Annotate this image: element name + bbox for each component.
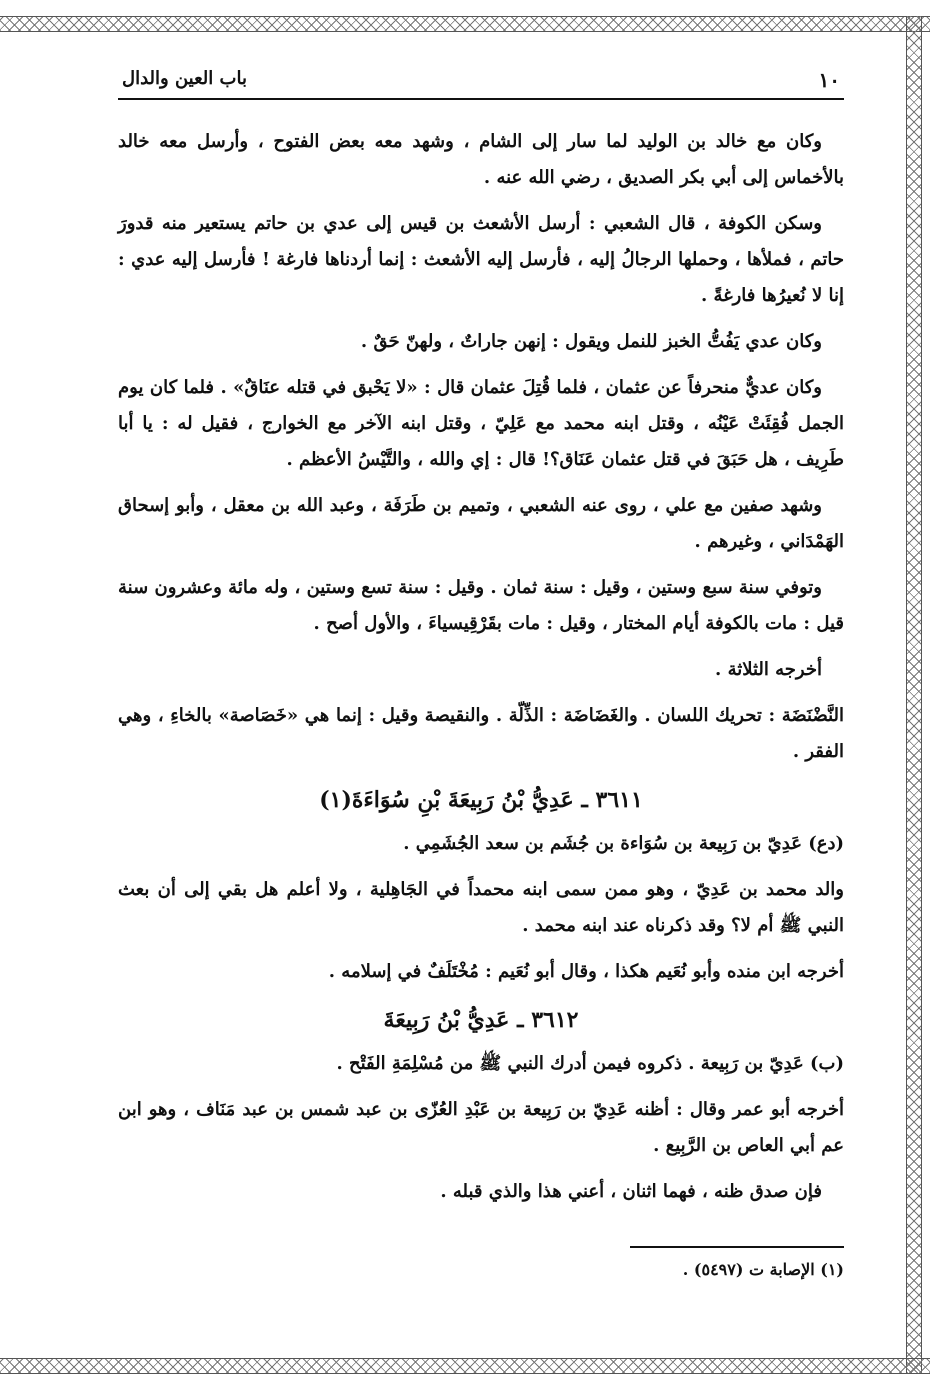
decorative-border-top	[0, 16, 930, 32]
entry-title-3611: ٣٦١١ ـ عَدِيُّ بْنُ رَبِيعَةَ بْنِ سُوَاءَةَ(١)	[319, 787, 643, 813]
entry-paragraph: أخرجه أبو عمر وقال : أظنه عَدِيّ بن رَبِيعة بن عَبْدِ العُزّى بن عبد شمس بن عبد مَنَاف ، وهو ابن عم أبي العاص بن الرَّبِيع .	[118, 1099, 844, 1156]
paragraph: أخرجه الثلاثة .	[715, 659, 822, 680]
paragraph: وكان مع خالد بن الوليد لما سار إلى الشام ، وشهد معه بعض الفتوح ، وأرسل معه خالد بالأخماس إلى أبي بكر الصديق ، رضي الله عنه .	[118, 131, 844, 188]
footnote-divider	[630, 1246, 844, 1248]
section-title: باب العين والدال	[122, 68, 247, 89]
entry-title-3612: ٣٦١٢ ـ عَدِيُّ بْنُ رَبِيعَةَ	[383, 1007, 579, 1033]
page-body	[118, 124, 844, 1220]
entry-paragraph: والد محمد بن عَدِيّ ، وهو ممن سمى ابنه محمداً في الجَاهِلية ، ولا أعلم هل بقي إلى أن بعث النبي ﷺ أم لا؟ وقد ذكرناه عند ابنه محمد .	[118, 879, 844, 936]
paragraph: وسكن الكوفة ، قال الشعبي : أرسل الأشعث بن قيس إلى عدي بن حاتم يستعير منه قدورَ حاتم ، فملأها ، وحملها الرجالُ إليه ، فأرسل إليه الأشعث : إنما أردناها فارغة ! فأرسل إليه عدي : إنا لا نُعيرُها فارغةً .	[118, 213, 844, 306]
entry-paragraph: أخرجه ابن منده وأبو نُعَيم هكذا ، وقال أبو نُعَيم : مُخْتَلَفٌ في إسلامه .	[328, 961, 844, 982]
paragraph: وكان عديٌّ منحرفاً عن عثمان ، فلما قُتِلَ عثمان قال : «لا يَحْبق في قتله عنَاقٌ» . فلما كان يوم الجمل فُقِئَتْ عَيْنُه ، وقتل ابنه محمد مع عَلِيّ ، وقتل ابنه الآخر مع الخوارج ، فقيل له : يا أبا طَرِيف ، هل حَبَقَ في قتل عثمان عَنَاق؟! قال : إي والله ، والتَّيْسُ الأعظم .	[118, 377, 844, 470]
entry-paragraph: فإن صدق ظنه ، فهما اثنان ، أعني هذا والذي قبله .	[440, 1181, 822, 1202]
paragraph: وكان عدي يَفُتُّ الخبز للنمل ويقول : إنهن جاراتٌ ، ولهنّ حَقٌ .	[360, 331, 822, 352]
book-page	[118, 60, 844, 1350]
paragraph: وشهد صفين مع علي ، روى عنه الشعبي ، وتميم بن طَرَفَة ، وعبد الله بن معقل ، وأبو إسحاق الهَمْدَاني ، وغيرهم .	[118, 495, 844, 552]
decorative-border-right	[906, 16, 922, 1373]
entry-paragraph: (دع) عَدِيّ بن رَبِيعة بن سُوَاءة بن جُشَم بن سعد الجُشَمِي .	[403, 833, 844, 854]
running-head	[118, 68, 844, 100]
footnote: (١) الإصابة ت (٥٤٩٧) .	[682, 1260, 844, 1279]
decorative-border-bottom	[0, 1358, 930, 1374]
paragraph: وتوفي سنة سبع وستين ، وقيل : سنة ثمان . وقيل : سنة تسع وستين ، وله مائة وعشرون سنة قيل : مات بالكوفة أيام المختار ، وقيل : مات بقَرْقِيسياءَ ، والأول أصح .	[118, 577, 844, 634]
page-number: ١٠	[818, 68, 840, 92]
paragraph: النَّضْنَضَة : تحريك اللسان . والغَضَاضَة : الذِّلّة . والنقيصة وقيل : إنما هي «خَصَاصة» بالخاءِ ، وهي الفقر .	[118, 705, 844, 762]
entry-paragraph: (ب) عَدِيّ بن رَبِيعة . ذكروه فيمن أدرك النبي ﷺ من مُسْلِمَةِ الفَتْح .	[336, 1053, 844, 1074]
